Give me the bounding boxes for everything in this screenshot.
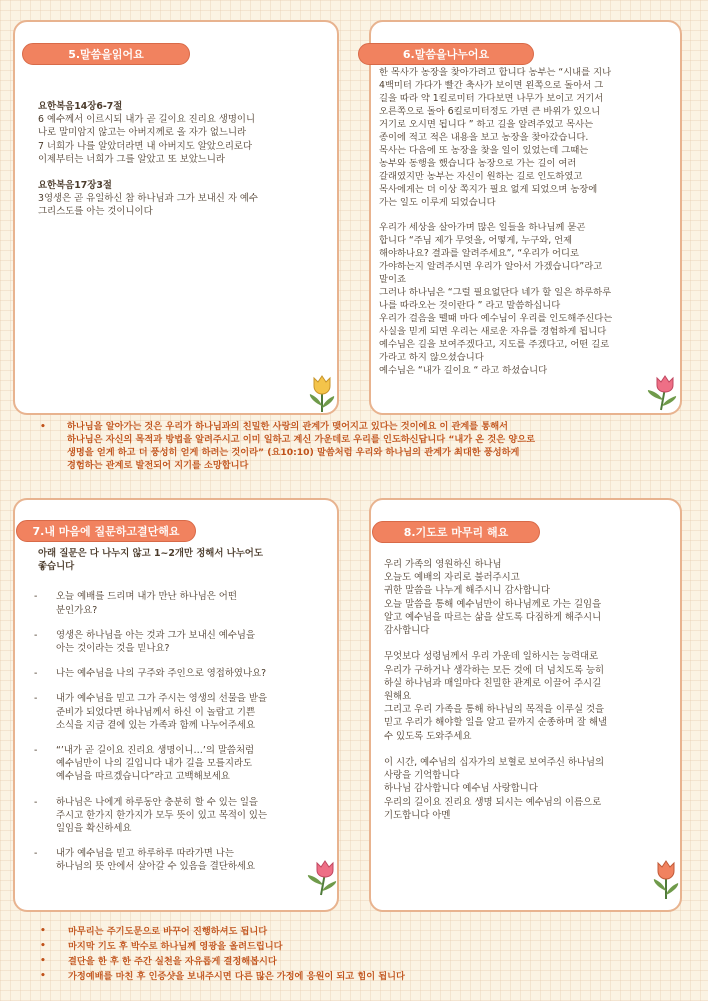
tulip-yellow-icon: [305, 372, 339, 414]
section-5-content: [38, 100, 328, 219]
scripture-ref-1: 요한복음14장6-7절: [38, 101, 123, 112]
note-item: 마지막 기도 후 박수로 하나님께 영광을 올려드립니다: [68, 941, 283, 952]
closing-notes: [40, 925, 700, 985]
note-item: 마무리는 주기도문으로 바꾸어 진행하셔도 됩니다: [68, 926, 268, 937]
section-6-story: 한 목사가 농장을 찾아가려고 합니다 농부는 “시내를 지나 4백미터 가다가 빨간 축사가 보이면 왼쪽으로 돌아서 그 길을 따라 약 1킬로미터 가다보면 나무가 보이고 거기서 오른쪽으로 돌아 6킬로미터정도 가면 큰 바위가 있으니 거기로 오시면 됩니다 ” 하고 길을 알려주었고 목사는 종이에 적고 적은 내용을 보고 농장을 찾아갔습니다. 목사는 다음에 또 농장을 찾을 일이 있었는데 그때는 농부와 동행을 했습니다 농장으로 가는 길이 여러 갈래였지만 농부는 자신이 원하는 길로 인도하였고 목사에게는 더 이상 쪽지가 필요 없게 되었으며 농장에 가는 일도 이루게 되었습니다 우리가 세상을 살아가며 많은 일들을 하나님께 묻곤 합니다 “주님 제가 무엇을, 어떻게, 누구와, 언제 해야하나요? 결과를 알려주세요”, “우리가 어디로 가야하는지 알려주시면 우리가 알아서 가겠습니다”라고 말이죠 그러나 하나님은 “그럴 필요없단다 네가 할 일은 하루하루 나를 따라오는 것이란다 ” 라고 말씀하십니다 우리가 걸음을 뗄때 마다 예수님이 우리를 인도해주신다는 사실을 믿게 되면 우리는 새로운 자유를 경험하게 됩니다 예수님은 길을 보여주겠다고, 지도를 주겠다고, 어떤 길로 가라고 하지 않으셨습니다 예수님은 “내가 길이요 “ 라고 하셨습니다: [379, 67, 613, 376]
note-item: 결단을 한 후 한 주간 실천을 자유롭게 결정해봅시다: [68, 956, 277, 967]
tulip-pink-icon: [643, 372, 683, 412]
scripture-text-1: 6 예수께서 이르시되 내가 곧 길이요 진리요 생명이니 나로 말미암지 않고는 아버지께로 올 자가 없느니라 7 너희가 나를 알았더라면 내 아버지도 알았으리로다 이제부터는 너희가 그를 알았고 또 보았느니라: [38, 114, 256, 165]
note-1-text: 하나님을 알아가는 것은 우리가 하나님과의 친밀한 사랑의 관계가 맺어지고 있다는 것이에요 이 관계를 통해서 하나님은 자신의 목적과 방법을 알려주시고 이미 일하고 계신 가운데로 우리를 인도하신답니다 “내가 온 것은 양으로 생명을 얻게 하고 더 풍성히 얻게 하려는 것이라” (요10:10) 말씀처럼 우리와 하나님의 관계가 최대한 풍성하게 경험하는 관계로 발전되어 지기를 소망합니다: [67, 421, 535, 471]
question-list: [28, 590, 336, 873]
section-5-title: 5.말씀을읽어요: [22, 43, 190, 65]
section-6-title: 6.말씀을나누어요: [358, 43, 534, 65]
question-item: - 영생은 하나님을 아는 것과 그가 보내신 예수님을 아는 것이라는 것을 믿나요?: [28, 629, 336, 655]
question-item: - 하나님은 나에게 하루동안 충분히 할 수 있는 일을 주시고 한가지 한가지가 모두 뜻이 있고 목적이 있는 일임을 확신하세요: [28, 796, 336, 836]
tulip-pink-icon: [303, 857, 341, 897]
question-item: - 내가 예수님을 믿고 하루하루 따라가면 나는 하나님의 뜻 안에서 살아갈 수 있음을 결단하세요: [28, 847, 336, 873]
scripture-text-2: 3영생은 곧 유일하신 참 하나님과 그가 보내신 자 예수 그리스도를 아는 것이니이다: [38, 193, 258, 218]
question-item: - “’내가 곧 길이요 진리요 생명이니…’의 말씀처럼 예수님만이 나의 길입니다 내가 길을 모를지라도 예수님을 따르겠습니다”라고 고백해보세요: [28, 744, 336, 784]
scripture-ref-2: 요한복음17장3절: [38, 180, 112, 192]
note-bullet: •: [40, 970, 46, 981]
section-8-title: 8.기도로 마무리 해요: [372, 521, 540, 543]
section-7-title: 7.내 마음에 질문하고결단해요: [16, 520, 196, 542]
section-7-content: [38, 547, 336, 886]
note-bullet: •: [40, 925, 46, 936]
note-bullet: •: [40, 955, 46, 966]
note-1-bullet: •: [40, 421, 46, 432]
note-bullet: •: [40, 940, 46, 951]
questions-intro: 아래 질문은 다 나누지 않고 1~2개만 정해서 나누어도 좋습니다: [38, 548, 263, 573]
tulip-orange-icon: [648, 857, 684, 901]
question-item: - 나는 예수님을 나의 구주와 주인으로 영접하였나요?: [28, 667, 336, 680]
question-item: - 오늘 예배를 드리며 내가 만난 하나님은 어떤 분인가요?: [28, 590, 336, 616]
note-item: 가정예배를 마친 후 인증샷을 보내주시면 다른 많은 가정에 응원이 되고 힘이 됩니다: [68, 971, 405, 982]
question-item: - 내가 예수님을 믿고 그가 주시는 영생의 선물을 받을 준비가 되었다면 하나님께서 하신 이 놀랍고 기쁜 소식을 지금 곁에 있는 가족과 함께 나누어주세요: [28, 692, 336, 732]
prayer-text: 우리 가족의 영원하신 하나님 오늘도 예배의 자리로 불러주시고 귀한 말씀을 나누게 해주시니 감사합니다 오늘 말씀을 통해 예수님만이 하나님께로 가는 길임을 알고 예수님을 따르는 삶을 살도록 다짐하게 해주시니 감사합니다 무엇보다 성령님께서 우리 가운데 일하시는 능력대로 우리가 구하거나 생각하는 모든 것에 더 넘치도록 능히 하실 하나님과 매일마다 친밀한 관계로 이끌어 주시길 원해요 그리고 우리 가족을 통해 하나님의 목적을 이루실 것을 믿고 우리가 해야할 일을 알고 끝까지 순종하며 잘 해낼 수 있도록 도와주세요 이 시간, 예수님의 십자가의 보혈로 보여주신 하나님의 사랑을 기억합니다 하나님 감사합니다 예수님 사랑합니다 우리의 길이요 진리요 생명 되시는 예수님의 이름으로 기도합니다 아멘: [384, 559, 608, 821]
